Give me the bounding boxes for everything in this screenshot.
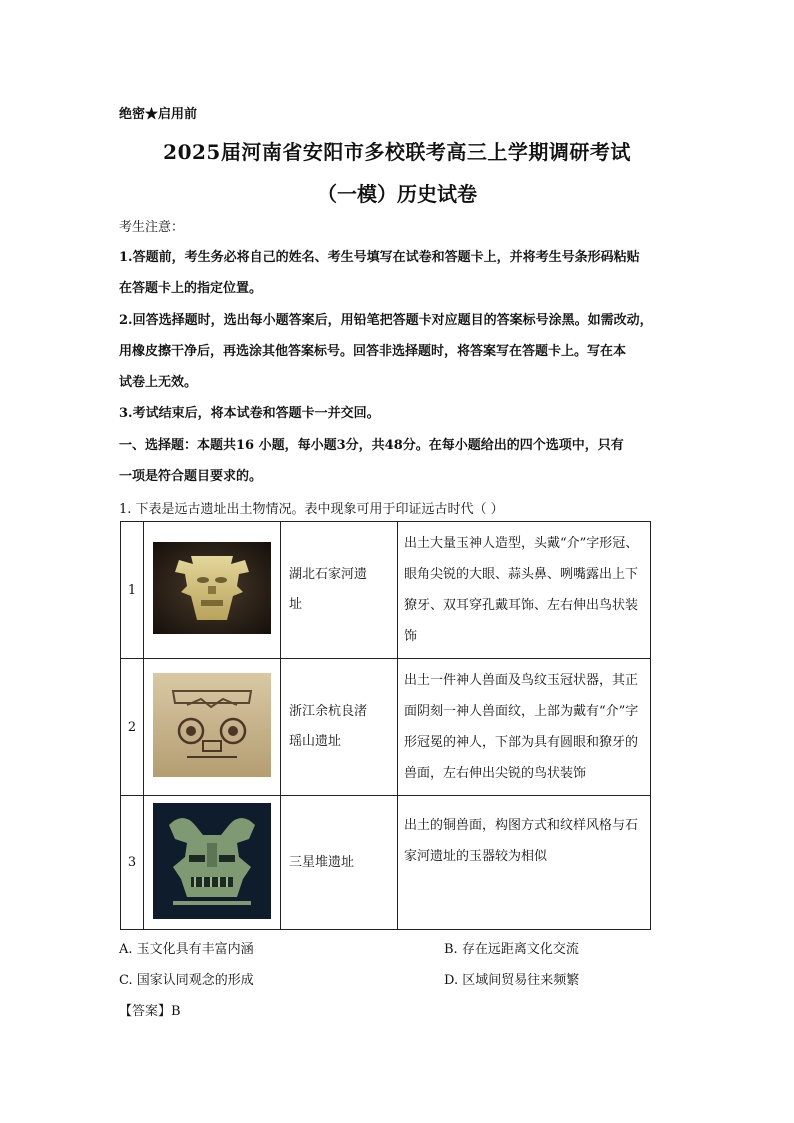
row-number: 1 (121, 522, 144, 659)
note-1-line1: 1.答题前，考生务必将自己的姓名、考生号填写在试卷和答题卡上，并将考生号条形码粘贴 (119, 250, 640, 265)
table-row (121, 522, 651, 659)
note-2-line2: 用橡皮擦干净后，再选涂其他答案标号。回答非选择题时，将答案写在答题卡上。写在本 (119, 344, 627, 359)
bronze-mask-icon (153, 803, 271, 919)
option-b[interactable]: B. 存在远距离文化交流 (444, 942, 579, 957)
option-c[interactable]: C. 国家认同观念的形成 (119, 973, 254, 988)
jade-figure-image (144, 522, 281, 659)
row-number: 3 (121, 796, 144, 930)
relic-description: 出土的铜兽面，构图方式和纹样风格与石 家河遗址的玉器较为相似 (398, 796, 651, 930)
relic-description: 出土大量玉神人造型，头戴“介”字形冠、 眼角尖锐的大眼、蒜头鼻、咧嘴露出上下 獠牙、双耳穿孔戴耳饰、左右伸出鸟状装 饰 (398, 522, 651, 659)
answer-label: 【答案】B (119, 1004, 181, 1019)
exam-title-line2: （一模）历史试卷 (317, 182, 477, 206)
table-row (121, 659, 651, 796)
notes-heading: 考生注意： (119, 220, 185, 235)
relic-description: 出土一件神人兽面及鸟纹玉冠状器，其正 面阴刻一神人兽面纹，上部为戴有“介”字 形冠冕的神人，下部为具有圆眼和獠牙的 兽面，左右伸出尖锐的鸟状装饰 (398, 659, 651, 796)
section-heading-line2: 一项是符合题目要求的。 (119, 469, 263, 484)
section-heading-line1: 一、选择题：本题共16 小题，每小题3分，共48分。在每小题给出的四个选项中，只有 (119, 438, 624, 453)
site-name: 三星堆遗址 (281, 796, 398, 930)
bronze-mask-image (144, 796, 281, 930)
option-d[interactable]: D. 区域间贸易往来频繁 (444, 973, 580, 988)
note-1-line2: 在答题卡上的指定位置。 (119, 281, 263, 296)
jade-crown-icon (153, 673, 271, 777)
note-2-line3: 试卷上无效。 (119, 375, 198, 390)
table-row (121, 796, 651, 930)
note-3: 3.考试结束后，将本试卷和答题卡一并交回。 (119, 406, 380, 421)
confidential-label: 绝密★启用前 (119, 107, 198, 122)
question-stem: 1. 下表是远古遗址出土物情况。表中现象可用于印证远古时代（ ） (119, 502, 504, 517)
jade-mask-icon (153, 542, 271, 634)
site-name: 湖北石家河遗 址 (281, 522, 398, 659)
row-number: 2 (121, 659, 144, 796)
jade-crown-image (144, 659, 281, 796)
option-a[interactable]: A. 玉文化具有丰富内涵 (119, 942, 254, 957)
site-name: 浙江余杭良渚 瑶山遗址 (281, 659, 398, 796)
relic-table (120, 521, 651, 930)
note-2-line1: 2.回答选择题时，选出每小题答案后，用铅笔把答题卡对应题目的答案标号涂黑。如需改动， (119, 313, 653, 328)
exam-title-line1: 2025届河南省安阳市多校联考高三上学期调研考试 (163, 140, 631, 164)
